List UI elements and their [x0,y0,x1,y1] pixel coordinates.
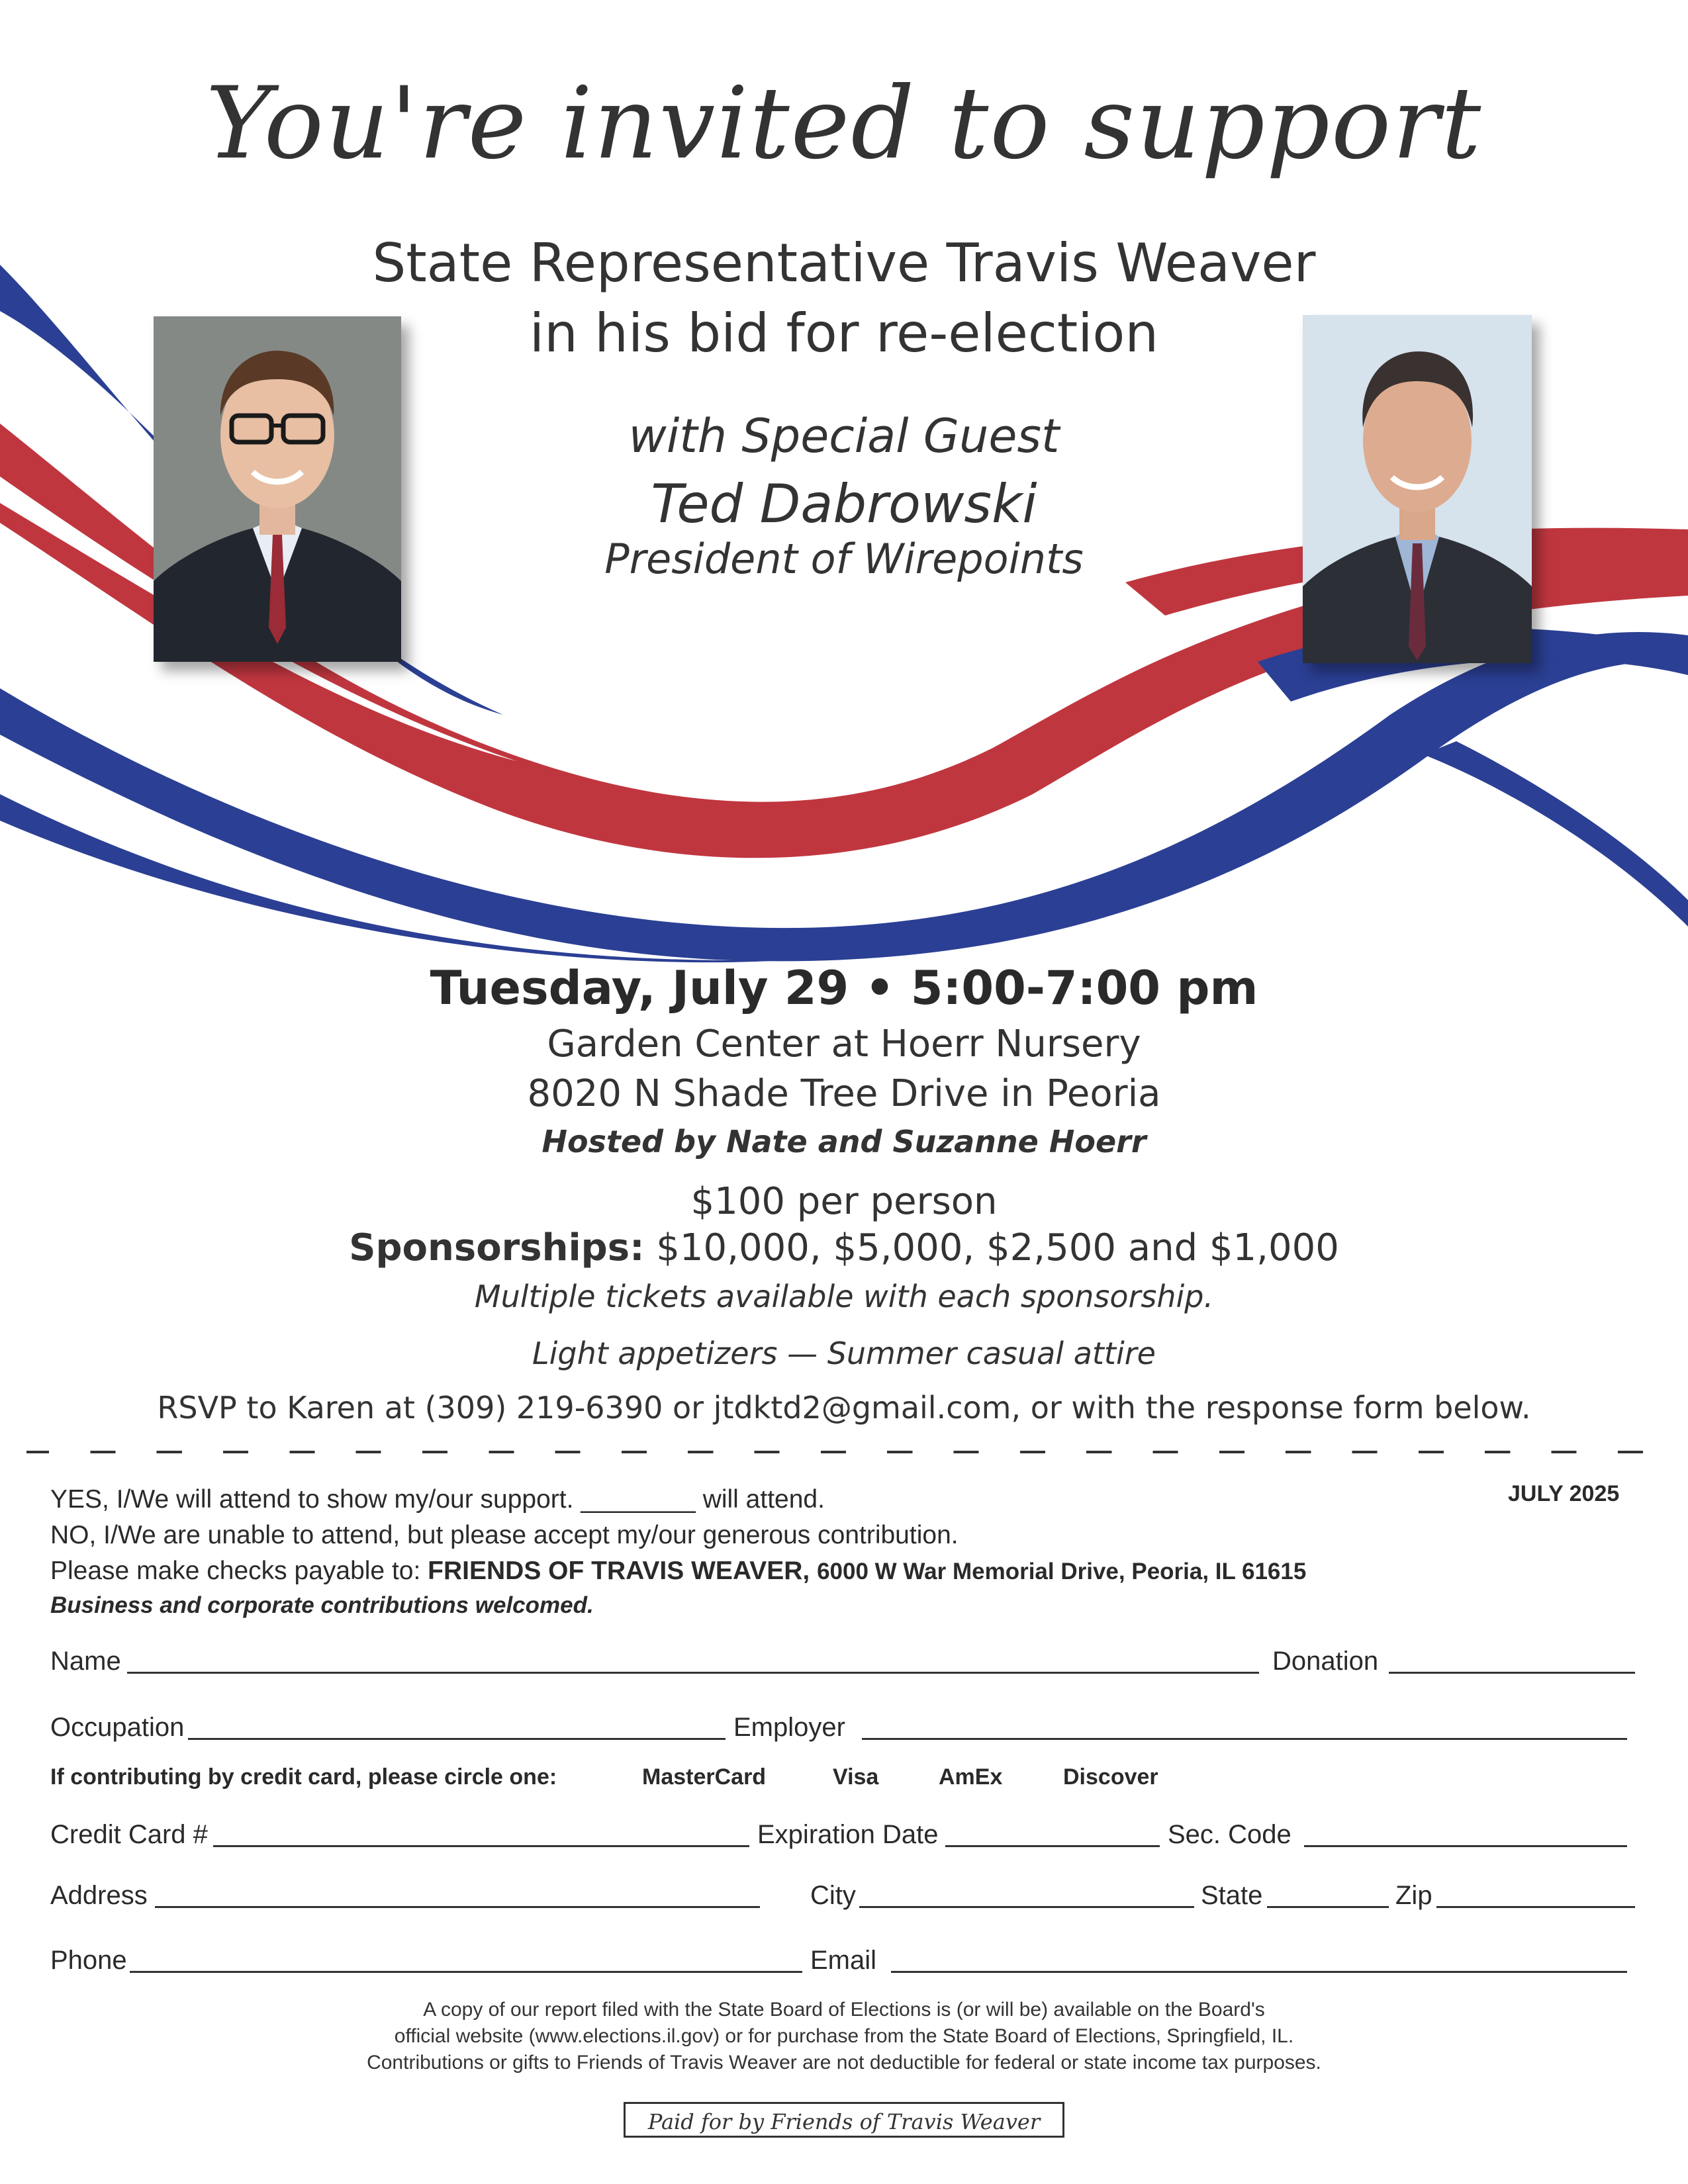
event-address: 8020 N Shade Tree Drive in Peoria [527,1072,1161,1115]
ticket-price: $100 per person [690,1180,998,1223]
donation-label: Donation [1272,1647,1379,1676]
email-label: Email [810,1946,877,1975]
event-venue: Garden Center at Hoerr Nursery [547,1023,1141,1066]
disclaimer-line-1: A copy of our report filed with the State Board of Elections is (or will be) available on the Board's [423,1999,1265,2021]
tickets-note: Multiple tickets available with each sponsorship. [474,1279,1214,1314]
sponsorships-values: $10,000, $5,000, $2,500 and $1,000 [644,1226,1339,1269]
card-option-amex[interactable]: AmEx [939,1764,1003,1790]
occupation-field[interactable] [188,1738,726,1740]
expiration-field[interactable] [945,1845,1160,1847]
form-date-code: JULY 2025 [1508,1481,1620,1506]
sec-code-label: Sec. Code [1168,1820,1291,1849]
checks-payee: FRIENDS OF TRAVIS WEAVER, [428,1557,810,1585]
guest-name: Ted Dabrowski [651,473,1037,535]
card-number-field[interactable] [213,1845,749,1847]
sec-code-field[interactable] [1304,1845,1627,1847]
disclaimer-line-2: official website (www.elections.il.gov) or for purchase from the State Board of Elections, Springfield, IL. [394,2025,1294,2047]
sponsorships [0,1226,1688,1269]
name-label: Name [50,1647,121,1676]
state-field[interactable] [1267,1906,1389,1908]
no-attend-line: NO, I/We are unable to attend, but please accept my/our generous contribution. [50,1521,959,1549]
card-option-discover[interactable]: Discover [1063,1764,1158,1790]
checks-address: 6000 W War Memorial Drive, Peoria, IL 61615 [817,1559,1307,1584]
name-field[interactable] [127,1672,1259,1674]
portrait-photo-icon [1303,315,1532,663]
card-number-label: Credit Card # [50,1820,208,1849]
city-label: City [810,1881,856,1910]
portrait-photo-icon [154,316,401,662]
disclaimer-line-3: Contributions or gifts to Friends of Travis Weaver are not deductible for federal or state income tax purposes. [367,2052,1321,2073]
event-date-time: Tuesday, July 29 • 5:00-7:00 pm [430,961,1258,1015]
zip-label: Zip [1395,1881,1432,1910]
occupation-label: Occupation [50,1713,185,1742]
zip-field[interactable] [1436,1906,1635,1908]
candidate-line-1: State Representative Travis Weaver [372,232,1316,294]
yes-attend-line [50,1485,825,1514]
rsvp-line: RSVP to Karen at (309) 219-6390 or jtdktd2@gmail.com, or with the response form below. [157,1390,1531,1426]
business-note: Business and corporate contributions welcomed. [50,1592,594,1618]
attire-note: Light appetizers — Summer casual attire [532,1336,1156,1371]
cut-line [26,1451,1662,1453]
card-option-visa[interactable]: Visa [833,1764,879,1790]
state-label: State [1201,1881,1263,1910]
sponsorships-label: Sponsorships: [349,1226,645,1269]
card-prompt: If contributing by credit card, please circle one: [50,1764,557,1790]
donation-field[interactable] [1389,1672,1635,1674]
yes-suffix: will attend. [702,1485,825,1514]
yes-prefix: YES, I/We will attend to show my/our support. [50,1485,574,1514]
paid-for-box: Paid for by Friends of Travis Weaver [624,2102,1064,2138]
candidate-line-2: in his bid for re-election [529,302,1159,364]
employer-label: Employer [733,1713,845,1742]
card-option-mastercard[interactable]: MasterCard [642,1764,767,1790]
phone-label: Phone [50,1946,127,1975]
email-field[interactable] [891,1971,1627,1973]
invitation-script-title: You're invited to support [205,66,1483,181]
employer-field[interactable] [862,1738,1627,1740]
city-field[interactable] [859,1906,1194,1908]
event-hosts: Hosted by Nate and Suzanne Hoerr [541,1124,1147,1160]
guest-intro: with Special Guest [628,409,1060,463]
address-field[interactable] [155,1906,760,1908]
phone-field[interactable] [130,1971,802,1973]
checks-payable-line [50,1557,1306,1586]
expiration-label: Expiration Date [757,1820,939,1849]
address-label: Address [50,1881,148,1910]
candidate-photo [154,316,401,662]
attendee-count-field[interactable]: ________ [581,1485,696,1514]
checks-prefix: Please make checks payable to: [50,1557,421,1585]
guest-photo [1303,315,1532,663]
guest-title: President of Wirepoints [604,535,1084,583]
